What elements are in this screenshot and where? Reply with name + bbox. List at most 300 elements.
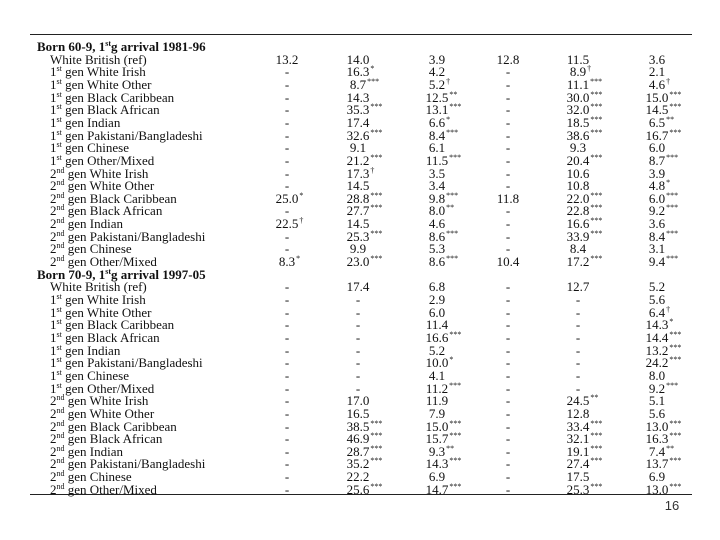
significance-marker: ** [590, 393, 599, 403]
row-label-rest: gen Black Caribbean [64, 190, 177, 206]
cell-value: 6.0 [648, 190, 666, 206]
row-label-ordinal: nd [56, 254, 65, 264]
cell-value: - [284, 405, 290, 421]
significance-marker: *** [367, 76, 380, 86]
significance-marker: *** [370, 443, 383, 453]
cell-value: 13.2 [275, 51, 299, 67]
row-label-rest: gen Black Caribbean [64, 418, 177, 434]
cell-value: 8.0 [648, 367, 666, 383]
cell-value: - [505, 355, 511, 371]
cell-value: 9.1 [349, 140, 367, 156]
cell-value: 11.5 [425, 152, 449, 168]
row-label-ordinal: st [56, 89, 62, 99]
row-label-text: 1 [50, 292, 57, 307]
row-label-rest: gen White Irish [64, 393, 149, 409]
cell-value: - [284, 203, 290, 219]
cell-value: 32.6 [346, 127, 370, 143]
cell-value: 6.6 [428, 114, 446, 130]
cell-value: 32.1 [566, 431, 590, 447]
cell-value: 14.5 [346, 178, 370, 194]
row-label-rest: gen Chinese [61, 140, 129, 156]
cell-value: 46.9 [346, 431, 370, 447]
cell-value: - [355, 292, 361, 307]
cell-value: 3.9 [428, 51, 446, 67]
row-label-text: 2 [50, 178, 57, 194]
significance-marker: *** [590, 127, 603, 137]
cell-value: 17.5 [566, 469, 590, 485]
row-label-text: 1 [50, 140, 57, 156]
cell-value: - [505, 481, 511, 497]
cell-value: 4.6 [648, 76, 666, 92]
significance-marker: *** [590, 228, 603, 238]
significance-marker: † [666, 76, 671, 86]
significance-marker: ** [446, 203, 455, 213]
cell-value: - [284, 380, 290, 396]
row-label-ordinal: nd [56, 241, 65, 251]
cell-value: 4.8 [648, 178, 666, 194]
cell-value: - [505, 292, 511, 307]
significance-marker: *** [449, 102, 462, 112]
cell-value: - [505, 76, 511, 92]
cell-value: - [505, 405, 511, 421]
cell-value: 13.2 [645, 342, 669, 358]
cell-value: - [284, 292, 290, 307]
cell-value: 16.6 [566, 216, 590, 232]
cell-value: - [284, 431, 290, 447]
significance-marker: *** [669, 89, 682, 99]
row-label-ordinal: st [56, 76, 62, 86]
row-label-rest: gen White Other [64, 405, 155, 421]
cell-value: - [284, 469, 290, 485]
row-label-rest: gen Black African [64, 431, 163, 447]
significance-marker: *** [370, 190, 383, 200]
cell-value: 23.0 [346, 254, 370, 270]
cell-value: - [505, 431, 511, 447]
cell-value: - [505, 380, 511, 396]
row-label-ordinal: st [56, 140, 62, 150]
significance-marker: *** [669, 355, 682, 365]
significance-marker: *** [590, 254, 603, 264]
significance-marker: *** [590, 481, 603, 491]
row-label-ordinal: nd [56, 456, 65, 466]
significance-marker: *** [446, 190, 459, 200]
cell-value: 22.5 [275, 216, 299, 232]
significance-marker: *** [666, 190, 679, 200]
significance-marker: *** [446, 254, 459, 264]
cell-value: - [505, 329, 511, 345]
cell-value: - [505, 152, 511, 168]
cell-value: - [284, 393, 290, 409]
significance-marker: *** [669, 431, 682, 441]
cell-value: 25.6 [346, 481, 370, 497]
row-label-text: 1 [50, 64, 57, 80]
significance-marker: *** [669, 127, 682, 137]
cell-value: 14.7 [425, 481, 449, 497]
row-label-text: 2 [50, 456, 57, 472]
cell-value: 3.5 [428, 165, 446, 181]
cell-value: - [505, 89, 511, 105]
cell-value: 33.4 [566, 418, 590, 434]
row-label-rest: gen Black Caribbean [61, 317, 175, 333]
significance-marker: * [370, 64, 375, 74]
cell-value: 5.2 [428, 342, 446, 358]
cell-value: 15.0 [425, 418, 449, 434]
cell-value: 5.6 [648, 292, 666, 307]
cell-value: 2.1 [648, 64, 666, 80]
row-label-ordinal: nd [56, 418, 65, 428]
row-label-ordinal: nd [56, 469, 65, 479]
cell-value: 14.3 [346, 89, 370, 105]
cell-value: 4.2 [428, 64, 446, 80]
section-title-rest: g arrival 1997-05 [111, 266, 206, 282]
cell-value: - [284, 279, 290, 295]
significance-marker: *** [449, 152, 462, 162]
cell-value: - [505, 216, 511, 232]
cell-value: 12.8 [496, 51, 520, 67]
cell-value: 16.3 [346, 64, 370, 80]
cell-value: 35.2 [346, 456, 370, 472]
row-label-rest: gen Chinese [61, 367, 129, 383]
row-label-rest: gen Other/Mixed [61, 380, 155, 396]
row-label-ordinal: nd [56, 216, 65, 226]
cell-value: 22.8 [566, 203, 590, 219]
row-label-rest: gen Other/Mixed [61, 152, 155, 168]
row-label-rest: gen Pakistani/Bangladeshi [64, 456, 206, 472]
table-cell [285, 482, 289, 498]
cell-value: - [505, 114, 511, 130]
cell-value: - [284, 355, 290, 371]
row-label-text: 1 [50, 127, 57, 143]
cell-value: - [505, 443, 511, 459]
cell-value: 8.4 [648, 228, 666, 244]
cell-value: - [575, 355, 581, 371]
cell-value: 17.2 [566, 254, 590, 270]
significance-marker: *** [590, 431, 603, 441]
cell-value: 38.5 [346, 418, 370, 434]
row-label-ordinal: st [56, 64, 62, 74]
cell-value: - [355, 355, 361, 371]
row-label-text: White British (ref) [50, 279, 147, 295]
cell-value: 6.4 [648, 304, 666, 320]
cell-value: - [355, 367, 361, 383]
row-label-text: 1 [50, 102, 57, 118]
significance-marker: * [446, 114, 451, 124]
significance-marker: *** [449, 481, 462, 491]
significance-marker: *** [449, 329, 462, 339]
row-label-text: 2 [50, 393, 57, 409]
cell-value: - [505, 203, 511, 219]
cell-value: - [284, 76, 290, 92]
cell-value: - [505, 418, 511, 434]
significance-marker: † [446, 76, 451, 86]
row-label-rest: gen White Irish [64, 165, 149, 181]
cell-value: - [505, 228, 511, 244]
row-label-rest: gen White Other [64, 178, 155, 194]
cell-value: - [284, 241, 290, 257]
row-label-ordinal: st [56, 317, 62, 327]
row-label-ordinal: st [56, 152, 62, 162]
significance-marker: * [669, 317, 674, 327]
cell-value: - [575, 329, 581, 345]
cell-value: - [284, 317, 290, 333]
cell-value: 10.0 [425, 355, 449, 371]
significance-marker: *** [666, 254, 679, 264]
cell-value: - [284, 367, 290, 383]
table-cell [567, 482, 603, 500]
row-label-ordinal: nd [56, 393, 65, 403]
cell-value: 8.0 [428, 203, 446, 219]
cell-value: 12.7 [566, 279, 590, 295]
cell-value: 25.3 [346, 228, 370, 244]
row-label-ordinal: nd [56, 190, 65, 200]
cell-value: - [284, 418, 290, 434]
row-label-ordinal: st [56, 367, 62, 377]
cell-value: 11.5 [566, 51, 590, 67]
significance-marker: *** [669, 102, 682, 112]
cell-value: 21.2 [346, 152, 370, 168]
cell-value: 5.3 [428, 241, 446, 257]
row-label-text: 2 [50, 443, 57, 459]
significance-marker: ** [449, 89, 458, 99]
table-cell [506, 482, 510, 498]
cell-value: - [284, 481, 290, 497]
cell-value: 6.0 [648, 140, 666, 156]
significance-marker: *** [590, 76, 603, 86]
cell-value: 15.0 [645, 89, 669, 105]
row-label-text: 1 [50, 380, 57, 396]
significance-marker: *** [370, 127, 383, 137]
significance-marker: *** [590, 456, 603, 466]
significance-marker: † [666, 304, 671, 314]
cell-value: 10.4 [496, 254, 520, 270]
cell-value: 15.7 [425, 431, 449, 447]
cell-value: 7.4 [648, 443, 666, 459]
table-cell [347, 482, 383, 500]
cell-value: 38.6 [566, 127, 590, 143]
row-label-text: 2 [50, 481, 57, 497]
cell-value: - [284, 64, 290, 80]
significance-marker: *** [449, 431, 462, 441]
row-label-rest: gen White Irish [61, 64, 146, 80]
cell-value: 14.4 [645, 329, 669, 345]
significance-marker: *** [449, 380, 462, 390]
cell-value: 8.6 [428, 228, 446, 244]
row-label-text: 1 [50, 152, 57, 168]
cell-value: 8.4 [569, 241, 587, 257]
cell-value: 11.1 [566, 76, 590, 92]
cell-value: 22.2 [346, 469, 370, 485]
row-label-text: 2 [50, 190, 57, 206]
significance-marker: *** [669, 456, 682, 466]
cell-value: 8.3 [278, 254, 296, 270]
cell-value: - [284, 178, 290, 194]
cell-value: - [505, 165, 511, 181]
row-label-rest: gen Pakistani/Bangladeshi [61, 355, 203, 371]
cell-value: 13.7 [645, 456, 669, 472]
cell-value: 33.9 [566, 228, 590, 244]
row-label-text: 2 [50, 165, 57, 181]
cell-value: - [505, 241, 511, 257]
cell-value: - [505, 342, 511, 358]
cell-value: - [284, 304, 290, 320]
cell-value: 3.6 [648, 51, 666, 67]
cell-value: 27.7 [346, 203, 370, 219]
cell-value: 17.3 [346, 165, 370, 181]
cell-value: - [284, 342, 290, 358]
row-label-rest: gen Other/Mixed [64, 481, 157, 497]
row-label-rest: gen Indian [64, 443, 123, 459]
significance-marker: *** [666, 380, 679, 390]
cell-value: 9.2 [648, 380, 666, 396]
cell-value: - [284, 165, 290, 181]
cell-value: - [355, 304, 361, 320]
row-label-text: 1 [50, 317, 57, 333]
cell-value: 10.8 [566, 178, 590, 194]
cell-value: 13.0 [645, 481, 669, 497]
cell-value: 9.8 [428, 190, 446, 206]
row-label-text: 1 [50, 329, 57, 345]
cell-value: 3.6 [648, 216, 666, 232]
cell-value: 5.2 [648, 279, 666, 295]
row-label-rest: gen Black African [61, 102, 160, 118]
cell-value: 16.7 [645, 127, 669, 143]
section-title-text: Born 60-9, 1 [37, 39, 106, 54]
cell-value: 25.3 [566, 481, 590, 497]
cell-value: 27.4 [566, 456, 590, 472]
cell-value: 25.0 [275, 190, 299, 206]
cell-value: - [284, 127, 290, 143]
significance-marker: *** [370, 456, 383, 466]
cell-value: 8.6 [428, 254, 446, 270]
significance-marker: ** [446, 443, 455, 453]
row-label-text: 2 [50, 405, 57, 421]
cell-value: 8.7 [349, 76, 367, 92]
cell-value: 3.1 [648, 241, 666, 257]
row-label-text: 2 [50, 418, 57, 434]
significance-marker: *** [590, 102, 603, 112]
cell-value: - [505, 127, 511, 143]
row-label-text: 1 [50, 367, 57, 383]
cell-value: - [505, 279, 511, 295]
row-label-rest: gen Black African [61, 329, 160, 345]
cell-value: 13.0 [645, 418, 669, 434]
row-label-text: 1 [50, 76, 57, 92]
row-label-rest: gen White Other [61, 76, 152, 92]
cell-value: 13.1 [425, 102, 449, 118]
row-label-text: 2 [50, 431, 57, 447]
row-label-ordinal: nd [56, 431, 65, 441]
row-label-ordinal: st [56, 127, 62, 137]
significance-marker: *** [666, 228, 679, 238]
significance-marker: *** [666, 203, 679, 213]
significance-marker: *** [590, 89, 603, 99]
significance-marker: † [370, 165, 375, 175]
row-label-ordinal: st [56, 380, 62, 390]
cell-value: - [505, 456, 511, 472]
significance-marker: *** [370, 418, 383, 428]
cell-value: 35.3 [346, 102, 370, 118]
cell-value: 9.9 [349, 241, 367, 257]
cell-value: 2.9 [428, 292, 446, 307]
row-label-text: 2 [50, 203, 57, 219]
section-title-rest: g arrival 1981-96 [111, 39, 206, 54]
significance-marker: *** [590, 190, 603, 200]
cell-value: 4.6 [428, 216, 446, 232]
cell-value: 20.4 [566, 152, 590, 168]
cell-value: - [355, 329, 361, 345]
significance-marker: ** [666, 443, 675, 453]
cell-value: 24.5 [566, 393, 590, 409]
table-cell [426, 482, 462, 500]
cell-value: 3.4 [428, 178, 446, 194]
section-title-sup: st [105, 39, 112, 48]
cell-value: 7.9 [428, 405, 446, 421]
cell-value: 6.9 [428, 469, 446, 485]
significance-marker: *** [370, 102, 383, 112]
significance-marker: *** [370, 481, 383, 491]
row-label-text: 2 [50, 228, 57, 244]
cell-value: 12.5 [425, 89, 449, 105]
cell-value: - [505, 317, 511, 333]
cell-value: - [505, 64, 511, 80]
row-label-ordinal: st [56, 292, 62, 301]
row-label-rest: gen Black African [64, 203, 163, 219]
row-label-rest: gen White Irish [61, 292, 146, 307]
cell-value: 17.0 [346, 393, 370, 409]
row-label-ordinal: nd [56, 228, 65, 238]
significance-marker: *** [669, 342, 682, 352]
cell-value: 16.6 [425, 329, 449, 345]
cell-value: 14.5 [645, 102, 669, 118]
cell-value: - [575, 317, 581, 333]
cell-value: 14.3 [645, 317, 669, 333]
row-label-rest: gen Chinese [64, 241, 132, 257]
cell-value: - [355, 317, 361, 333]
cell-value: 16.3 [645, 431, 669, 447]
significance-marker: *** [370, 228, 383, 238]
cell-value: 17.4 [346, 114, 370, 130]
row-label-ordinal: st [56, 102, 62, 112]
significance-marker: *** [590, 443, 603, 453]
cell-value: 8.7 [648, 152, 666, 168]
cell-value: - [505, 304, 511, 320]
cell-value: 8.4 [428, 127, 446, 143]
row-label-rest: gen Black Caribbean [61, 89, 175, 105]
top-rule [30, 34, 692, 35]
cell-value: - [575, 380, 581, 396]
row-label-ordinal: nd [56, 443, 65, 453]
cell-value: 9.3 [428, 443, 446, 459]
cell-value: - [355, 342, 361, 358]
cell-value: - [284, 140, 290, 156]
significance-marker: *** [446, 228, 459, 238]
cell-value: 11.8 [496, 190, 520, 206]
section-title-sup: st [105, 266, 112, 276]
cell-value: - [575, 292, 581, 307]
significance-marker: * [666, 178, 671, 188]
row-label-rest: gen Chinese [64, 469, 132, 485]
cell-value: - [575, 342, 581, 358]
cell-value: 6.0 [428, 304, 446, 320]
cell-value: - [575, 367, 581, 383]
row-label-text: 1 [50, 342, 57, 358]
cell-value: 32.0 [566, 102, 590, 118]
cell-value: - [505, 140, 511, 156]
cell-value: 5.1 [648, 393, 666, 409]
cell-value: - [575, 304, 581, 320]
cell-value: 30.0 [566, 89, 590, 105]
significance-marker: † [299, 216, 304, 226]
